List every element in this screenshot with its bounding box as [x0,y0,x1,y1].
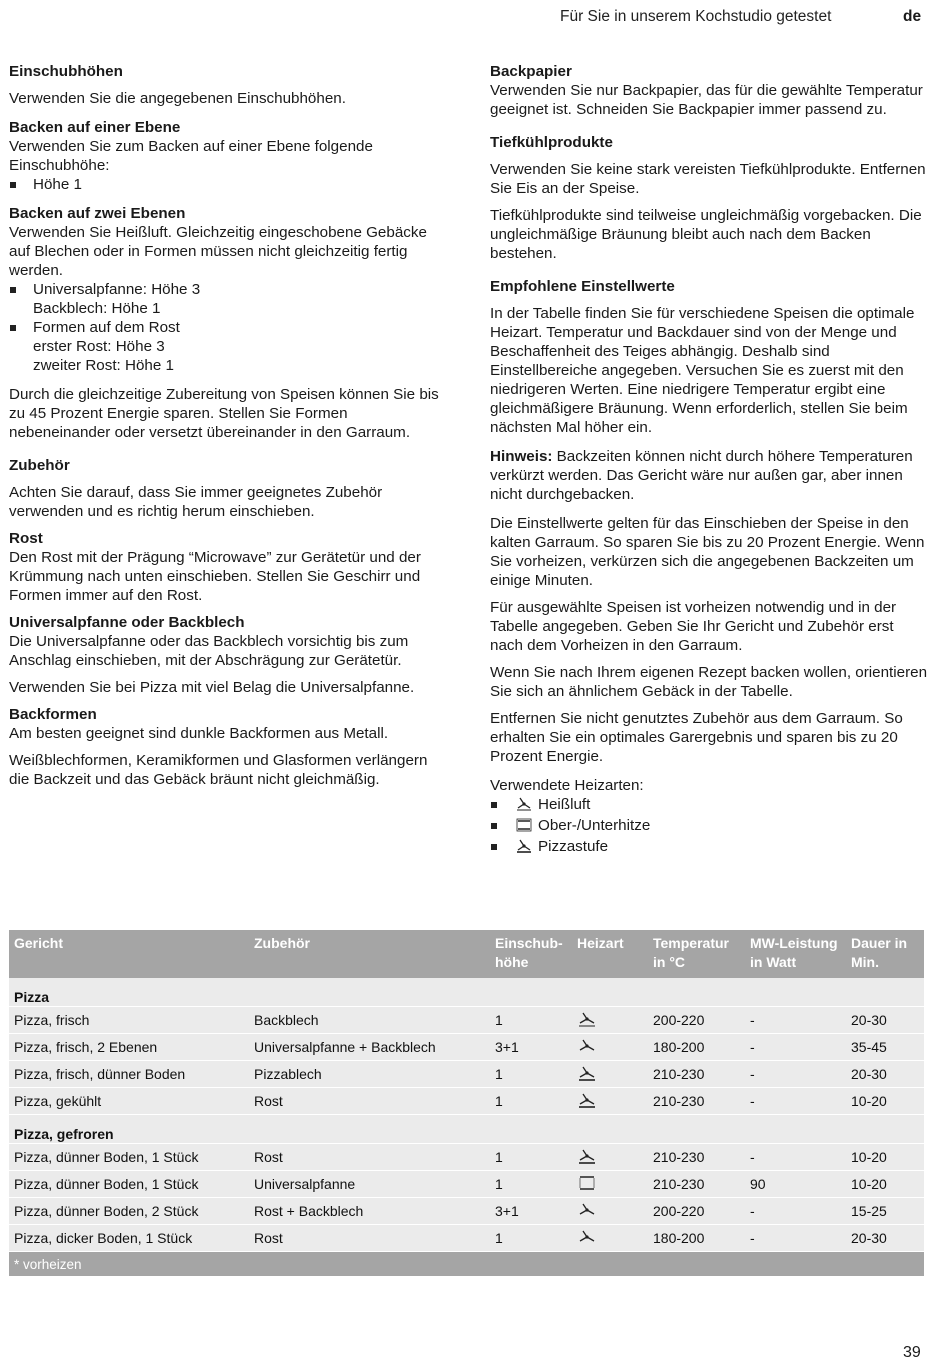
paragraph: Verwenden Sie die angegebenen Einschubhöhen. [9,90,346,107]
settings-table [9,930,924,1277]
paragraph: Tiefkühlprodukte sind teilweise ungleichmäßig vorgebacken. Die ungleichmäßige Bräunung bleibt auch nach dem Backen bestehen. [490,207,922,262]
paragraph: Wenn Sie nach Ihrem eigenen Rezept backen wollen, orientieren Sie sich an ähnlichem Gebäck in der Tabelle. [490,664,928,700]
paragraph: Verwenden Sie Heißluft. Gleichzeitig eingeschobene Gebäcke auf Blechen oder in Formen müssen nicht gleichzeitig fertig werden. [9,224,427,279]
paragraph: Verwenden Sie nur Backpapier, das für die gewählte Temperatur geeignet ist. Schneiden Sie Backpapier immer passend zu. [490,82,923,118]
bullet-item: Universalpfanne: Höhe 3 Backblech: Höhe 1 [9,280,449,318]
heading-eine-ebene: Backen auf einer Ebene [9,119,181,136]
group-row: Pizza [9,978,924,1007]
fan-icon [577,1205,597,1221]
language-tag: de [903,8,922,25]
left-column [9,62,449,789]
col-header-heizart: Heizart [572,930,648,978]
table-row: Pizza, dünner Boden, 1 Stück Rost 1 210-230 - 10-20 [9,1144,924,1171]
heading-einschubhoehen: Einschubhöhen [9,63,123,80]
pizza-setting-icon [577,1095,597,1111]
pizza-setting-icon [577,1151,597,1167]
table-row: Pizza, frisch Backblech 1 200-220 - 20-30 [9,1007,924,1034]
col-header-dauer: Dauer in Min. [846,930,924,978]
running-header: Für Sie in unserem Kochstudio getestet [560,8,832,25]
table-row: Pizza, frisch, 2 Ebenen Universalpfanne + Backblech 3+1 180-200 - 35-45 [9,1034,924,1061]
heading-backformen: Backformen [9,706,97,723]
col-header-einschubhoehe: Einschub- höhe [490,930,572,978]
paragraph: Achten Sie darauf, dass Sie immer geeignetes Zubehör verwenden und es richtig herum einschieben. [9,484,383,520]
paragraph: Am besten geeignet sind dunkle Backformen aus Metall. [9,725,389,742]
table-row: Pizza, gekühlt Rost 1 210-230 - 10-20 [9,1088,924,1115]
paragraph: Weißblechformen, Keramikformen und Glasformen verlängern die Backzeit und das Gebäck bräunt nicht gleichmäßig. [9,752,428,788]
col-header-temperatur: Temperatur in °C [648,930,745,978]
paragraph: Verwenden Sie bei Pizza mit viel Belag die Universalpfanne. [9,679,415,696]
table-header-row [9,930,924,978]
paragraph: In der Tabelle finden Sie für verschiedene Speisen die optimale Heizart. Temperatur und Backdauer sind von der Menge und Beschaffenheit des Teiges abhängig. Deshalb sind Einstellbereiche angegeben. Versuchen Sie es zuerst mit den niedrigeren Werten. Eine niedrigere Temperatur ergibt eine gleichmäßigere Bräunung. Wenn erforderlich, stellen Sie beim nächsten Mal höher ein. [490,305,915,436]
fan-icon [577,1014,597,1030]
bullet-heissluft: Heißluft [490,795,930,816]
col-header-gericht: Gericht [9,930,249,978]
heading-tiefkuehlprodukte: Tiefkühlprodukte [490,134,613,151]
bullet-item: Höhe 1 [9,175,449,194]
heading-backpapier: Backpapier [490,63,572,80]
table-row: Pizza, dünner Boden, 1 Stück Universalpfanne 1 210-230 90 10-20 [9,1171,924,1198]
heading-universalpfanne: Universalpfanne oder Backblech [9,614,245,631]
heading-zwei-ebenen: Backen auf zwei Ebenen [9,205,186,222]
paragraph: Die Einstellwerte gelten für das Einschieben der Speise in den kalten Garraum. So sparen Sie bis zu 20 Prozent Energie. Wenn Sie vorheizen, verkürzen sich die angegebenen Backzeiten um einige Minuten. [490,515,925,589]
right-column [490,62,930,858]
heading-rost: Rost [9,530,43,547]
paragraph: Die Universalpfanne oder das Backblech vorsichtig bis zum Anschlag einschieben, mit der Abschrägung zur Gerätetür. [9,633,409,669]
table-row: Pizza, dünner Boden, 2 Stück Rost + Backblech 3+1 200-220 - 15-25 [9,1198,924,1225]
pizza-setting-icon [577,1068,597,1084]
hint-paragraph: Hinweis: Backzeiten können nicht durch höhere Temperaturen verkürzt werden. Das Gericht wäre nur außen gar, aber innen nicht durchgebacken. [490,448,913,503]
top-bottom-heat-icon [514,818,534,837]
heat-types-title: Verwendete Heizarten: [490,777,644,794]
top-bottom-heat-icon [577,1178,597,1194]
fan-icon [514,797,534,816]
heading-zubehoer: Zubehör [9,457,70,474]
col-header-mw-leistung: MW-Leistung in Watt [745,930,846,978]
fan-icon [577,1041,597,1057]
table-row: Pizza, frisch, dünner Boden Pizzablech 1 210-230 - 20-30 [9,1061,924,1088]
table-row: Pizza, dicker Boden, 1 Stück Rost 1 180-200 - 20-30 [9,1225,924,1252]
col-header-zubehoer: Zubehör [249,930,490,978]
paragraph: Den Rost mit der Prägung “Microwave” zur Gerätetür und der Krümmung nach unten einschieben. Stellen Sie Geschirr und Formen immer auf den Rost. [9,549,421,604]
paragraph: Verwenden Sie zum Backen auf einer Ebene folgende Einschubhöhe: [9,138,373,174]
hint-label: Hinweis: [490,448,553,465]
bullet-pizzastufe: Pizzastufe [490,837,930,858]
paragraph: Entfernen Sie nicht genutztes Zubehör aus dem Garraum. So erhalten Sie ein optimales Garergebnis und sparen bis zu 20 Prozent Energie. [490,710,903,765]
table-footnote-row: * vorheizen [9,1252,924,1277]
group-row: Pizza, gefroren [9,1115,924,1144]
paragraph: Verwenden Sie keine stark vereisten Tiefkühlprodukte. Entfernen Sie Eis an der Speise. [490,161,926,197]
paragraph: Durch die gleichzeitige Zubereitung von Speisen können Sie bis zu 45 Prozent Energie sparen. Stellen Sie Formen nebeneinander oder versetzt übereinander in den Garraum. [9,386,439,441]
page-number: 39 [903,1344,921,1361]
fan-icon [577,1232,597,1248]
pizza-setting-icon [514,839,534,858]
heading-einstellwerte: Empfohlene Einstellwerte [490,278,675,295]
bullet-ober-unterhitze: Ober-/Unterhitze [490,816,930,837]
paragraph: Für ausgewählte Speisen ist vorheizen notwendig und in der Tabelle angegeben. Geben Sie Ihr Gericht und Zubehör erst nach dem Vorheizen in den Garraum. [490,599,897,654]
bullet-item: Formen auf dem Rost erster Rost: Höhe 3 zweiter Rost: Höhe 1 [9,318,449,375]
